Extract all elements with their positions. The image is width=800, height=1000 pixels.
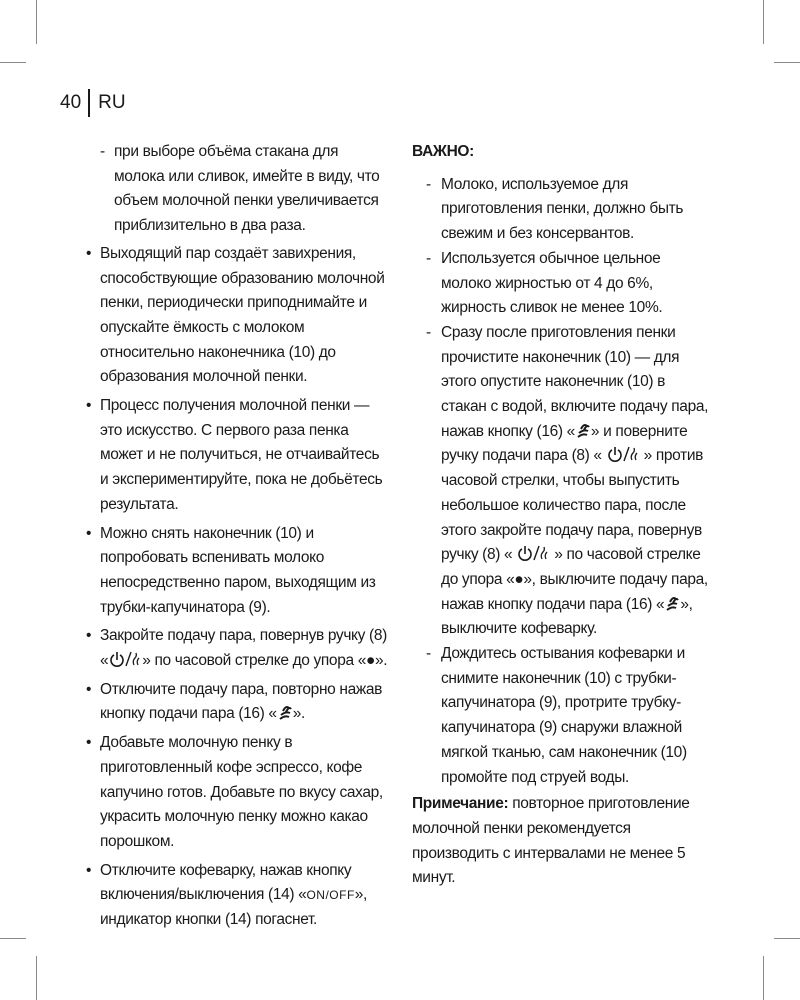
crop-mark [763, 956, 764, 1000]
list-item: • Можно снять наконечник (10) и попробовать вспенивать молоко непосредственно паром, выходящим из трубки-капучинатора (9). [86, 522, 388, 621]
list-item: • Отключите подачу пара, повторно нажав кнопку подачи пара (16) « ». [86, 678, 388, 727]
steam-knob-icon [108, 650, 142, 668]
list-item: - Молоко, используемое для приготовления пенки, должно быть свежим и без консервантов. [412, 173, 712, 247]
steam-knob-icon [516, 544, 550, 562]
list-item: • Закройте подачу пара, повернув ручку (8) « » по часовой стрелке до упора «●». [86, 624, 388, 673]
note-label: Примечание: [412, 795, 509, 813]
left-column [86, 140, 388, 937]
crop-mark [774, 938, 800, 939]
crop-mark [763, 0, 764, 44]
steam-knob-icon [606, 445, 640, 463]
list-item: • Выходящий пар создаёт завихрения, способствующие образованию молочной пенки, периодически приподнимайте и опускайте ёмкость с молоком относительно наконечника (10) до образования молочной пенки. [86, 242, 388, 390]
right-column [412, 140, 712, 891]
crop-mark [0, 938, 26, 939]
crop-mark [36, 0, 37, 44]
list-item: • Добавьте молочную пенку в приготовленный кофе эспрессо, кофе капучино готов. Добавьте по вкусу сахар, украсить молочную пенку можно какао порошком. [86, 731, 388, 855]
crop-mark [774, 62, 800, 63]
steam-button-icon [277, 703, 293, 721]
page-header [60, 88, 126, 118]
crop-mark [0, 62, 26, 63]
list-item: - при выборе объёма стакана для молока или сливок, имейте в виду, что объем молочной пенки увеличивается приблизительно в два раза. [86, 140, 388, 239]
list-item: • Отключите кофеварку, нажав кнопку включения/выключения (14) «ON/OFF», индикатор кнопки (14) погаснет. [86, 859, 388, 933]
list-item: • Процесс получения молочной пенки — это искусство. С первого раза пенка может и не получиться, не отчаивайтесь и экспериментируйте, пока не добьётесь результата. [86, 394, 388, 518]
note-text: повторное приготовление молочной пенки рекомендуется производить с интервалами не менее 5 минут. [412, 795, 690, 887]
list-item: - Используется обычное цельное молоко жирностью от 4 до 6%, жирность сливок не менее 10%. [412, 247, 712, 321]
steam-button-icon [664, 594, 680, 612]
onoff-label: ON/OFF [306, 888, 355, 903]
steam-button-icon [575, 421, 591, 439]
crop-mark [36, 956, 37, 1000]
page-number: 40 [60, 92, 82, 113]
list-item: - Сразу после приготовления пенки прочистите наконечник (10) — для этого опустите наконечник (10) в стакан с водой, включите подачу пара, нажав кнопку (16) « » и поверните ручку подачи пара (8) « » против часовой стрелки, чтобы выпустить небольшое количество пара, после этого закройте подачу пара, повернув ручку (8) « » по часовой стрелке до упора «●», выключите подачу пара, нажав кнопку подачи пара (16) « », выключите кофеварку. [412, 321, 712, 642]
note-paragraph [412, 792, 712, 891]
important-heading: ВАЖНО: [412, 143, 474, 160]
list-item: - Дождитесь остывания кофеварки и снимите наконечник (10) с трубки-капучинатора (9), протрите трубку-капучинатора (9) снаружи влажной мягкой тканью, сам наконечник (10) промойте под струей воды. [412, 642, 712, 790]
language-label: RU [98, 92, 126, 113]
